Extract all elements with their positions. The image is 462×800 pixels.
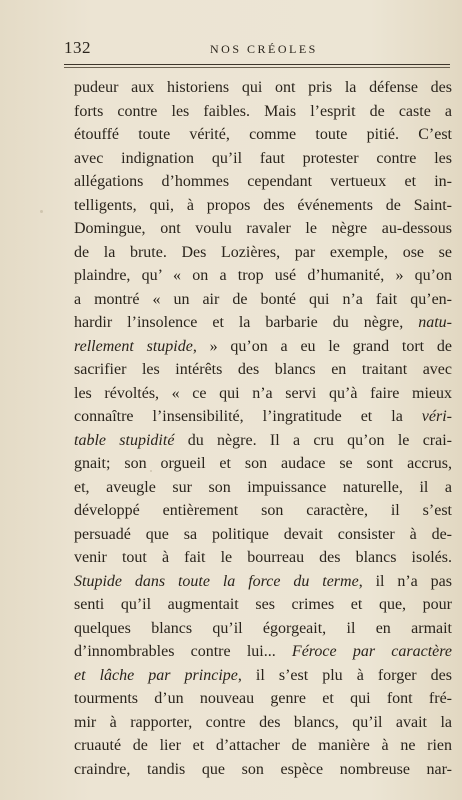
text-line: développé entièrement son caractère, il s’est [74, 502, 452, 519]
text-line: et lâche par principe, il s’est plu à forger des [74, 666, 453, 684]
text-line: table stupidité du nègre. Il a cru qu’on le crai- [74, 431, 452, 449]
text-line: connaître l’insensibilité, l’ingratitude et la véri- [74, 408, 452, 425]
text-line: quelques blancs qu’il égorgeait, il en armait [74, 619, 452, 637]
italic-phrase: et lâche par principe [74, 666, 238, 684]
text-line: a montré « un air de bonté qui n’a fait qu’en- [74, 290, 452, 308]
text-line: allégations d’hommes cependant vertueux et in- [74, 173, 452, 190]
text-line: telligents, qui, à propos des événements de Saint- [74, 196, 452, 214]
text-line: venir tout à fait le bourreau des blancs isolés. [74, 549, 452, 566]
text-line: d’innombrables contre lui... Féroce par caractère [74, 643, 452, 660]
text-line: sacrifier les intérêts des blancs en traitant avec [74, 361, 452, 378]
text-line: avec indignation qu’il faut protester contre les [74, 149, 452, 167]
text-line: hardir l’insolence et la barbarie du nègre, natu- [74, 314, 452, 331]
text-line: et, aveugle sur son impuissance naturelle, il a [74, 478, 452, 496]
text-line: plaindre, qu’ « on a trop usé d’humanité, » qu’on [74, 267, 452, 284]
paper-speck [40, 210, 43, 213]
italic-phrase: table stupidité [74, 431, 175, 449]
text-line: étouffé toute vérité, comme toute pitié. C’est [74, 126, 452, 143]
page-number: 132 [64, 38, 91, 57]
italic-phrase: rellement stupide [74, 337, 193, 355]
body-text [74, 76, 452, 781]
text-line: cruauté de lier et d’attacher de manière à ne rien [74, 737, 452, 754]
text-line: persuadé que sa politique devait consister à de- [74, 525, 452, 543]
text-line: pudeur aux historiens qui ont pris la défense des [74, 79, 452, 96]
text-line: rellement stupide, » qu’on a eu le grand tort de [74, 337, 453, 355]
text-line: tourments d’un nouveau genre et qui font fré- [74, 690, 452, 707]
italic-phrase: Féroce par caractère [291, 643, 452, 660]
italic-phrase: natu- [418, 314, 452, 331]
text-line: mir à rapporter, contre des blancs, qu’il avait la [74, 713, 452, 731]
text-line: Domingue, ont voulu ravaler le nègre au-dessous [74, 220, 452, 237]
text-line: forts contre les faibles. Mais l’esprit de caste a [74, 102, 452, 120]
italic-phrase: véri- [421, 408, 452, 425]
header-rule [64, 64, 450, 65]
text-line: craindre, tandis que son espèce nombreuse nar- [74, 760, 452, 778]
italic-phrase: Stupide dans toute la force du terme [74, 572, 359, 590]
text-line: senti qu’il augmentait ses crimes et que, pour [74, 596, 452, 613]
text-line: gnait; son orgueil et son audace se sont accrus, [74, 455, 452, 472]
text-line: Stupide dans toute la force du terme, il n’a pas [74, 572, 452, 590]
running-title: NOS CRÉOLES [210, 42, 318, 56]
header-rule-thin [64, 67, 450, 68]
page-header [64, 38, 452, 62]
text-line: de la brute. Des Lozières, par exemple, ose se [74, 243, 452, 261]
text-line: les révoltés, « ce qui n’a servi qu’à faire mieux [74, 384, 452, 402]
